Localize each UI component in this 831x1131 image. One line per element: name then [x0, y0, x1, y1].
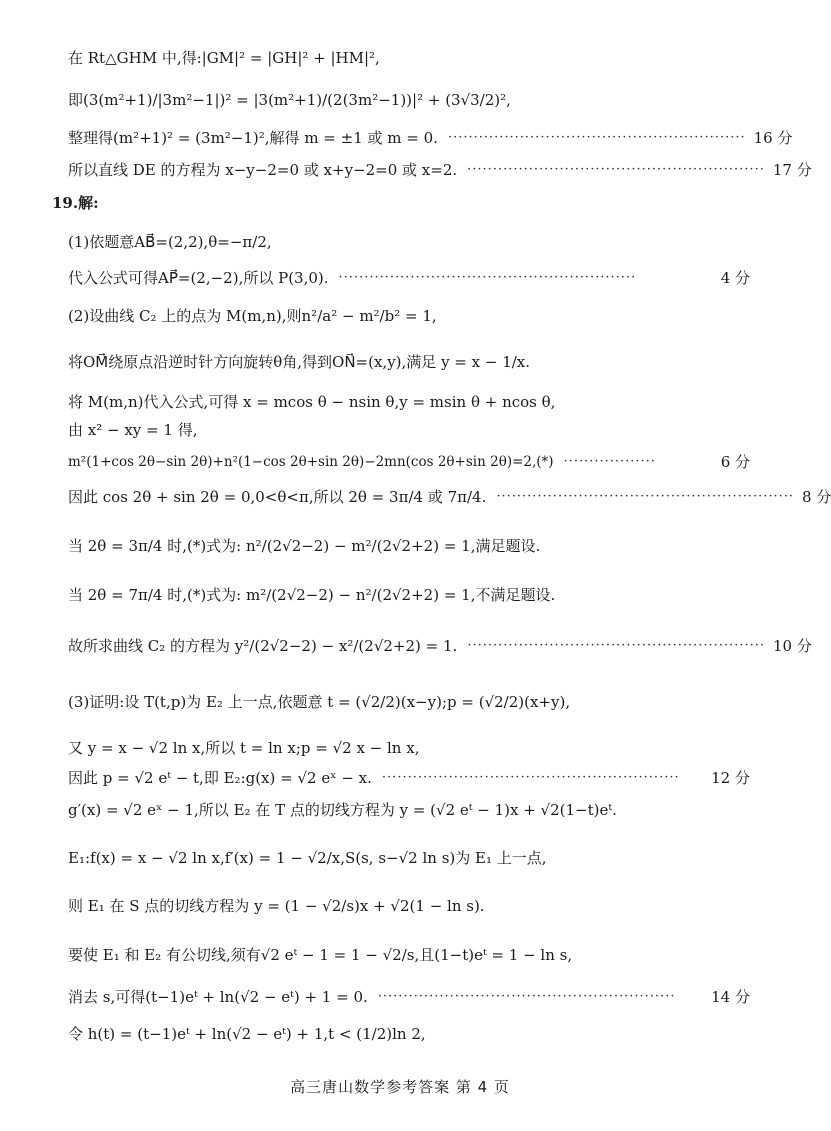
- line-text: 则 E₁ 在 S 点的切线方程为 y = (1 − √2/s)x + √2(1 − ln s).: [68, 897, 485, 915]
- line-text: 要使 E₁ 和 E₂ 有公切线,须有√2 eᵗ − 1 = 1 − √2/s,且(1−t)eᵗ = 1 − ln s,: [68, 946, 573, 964]
- line-2: [68, 90, 750, 110]
- line-13: [68, 487, 831, 507]
- line-text: 因此 cos 2θ + sin 2θ = 0,0<θ<π,所以 2θ = 3π/4 或 7π/4.: [68, 488, 487, 506]
- line-22: [68, 896, 750, 916]
- score-label: 10 分: [773, 637, 812, 655]
- line-text: 将OM⃗绕原点沿逆时针方向旋转θ角,得到ON⃗=(x,y),满足 y = x − 1/x.: [68, 353, 531, 371]
- score-label: 4 分: [720, 269, 750, 287]
- line-1: [68, 48, 750, 68]
- line-17: [68, 692, 750, 712]
- line-text: (1)依题意AB⃗=(2,2),θ=−π/2,: [68, 233, 272, 251]
- line-text: 当 2θ = 7π/4 时,(*)式为: m²/(2√2−2) − n²/(2√2+2) = 1,不满足题设.: [68, 586, 556, 604]
- dot-leader: ··················: [563, 454, 656, 470]
- line-23: [68, 945, 750, 965]
- line-text: (2)设曲线 C₂ 上的点为 M(m,n),则n²/a² − m²/b² = 1,: [68, 307, 437, 325]
- score-label: 14 分: [711, 988, 750, 1006]
- dot-leader: ··························································: [381, 770, 680, 786]
- dot-leader: ··························································: [496, 489, 795, 505]
- score-label: 8 分: [802, 488, 831, 506]
- line-25: [68, 1024, 750, 1044]
- line-text: 在 Rt△GHM 中,得:|GM|² = |GH|² + |HM|²,: [68, 49, 380, 67]
- line-12: [68, 452, 750, 472]
- line-21: [68, 848, 750, 868]
- page-footer: 高三唐山数学参考答案 第 4 页: [290, 1078, 510, 1096]
- line-15: [68, 585, 750, 605]
- line-14: [68, 536, 750, 556]
- line-9: [68, 352, 750, 372]
- score-label: 12 分: [711, 769, 750, 787]
- line-18: [68, 738, 750, 758]
- line-4: [68, 160, 812, 180]
- line-20: [68, 800, 750, 820]
- line-7: [68, 268, 750, 288]
- line-text: 由 x² − xy = 1 得,: [68, 421, 198, 439]
- line-text: m²(1+cos 2θ−sin 2θ)+n²(1−cos 2θ+sin 2θ)−2mn(cos 2θ+sin 2θ)=2,(*): [68, 454, 554, 471]
- line-text: 故所求曲线 C₂ 的方程为 y²/(2√2−2) − x²/(2√2+2) = 1.: [68, 637, 458, 655]
- line-10: [68, 392, 750, 412]
- line-text: 又 y = x − √2 ln x,所以 t = ln x;p = √2 x − ln x,: [68, 739, 420, 757]
- line-text: 令 h(t) = (t−1)eᵗ + ln(√2 − eᵗ) + 1,t < (1/2)ln 2,: [68, 1025, 426, 1043]
- line-text: g′(x) = √2 eˣ − 1,所以 E₂ 在 T 点的切线方程为 y = (√2 eᵗ − 1)x + √2(1−t)eᵗ.: [68, 801, 617, 819]
- dot-leader: ··························································: [467, 162, 765, 178]
- line-text: 因此 p = √2 eᵗ − t,即 E₂:g(x) = √2 eˣ − x.: [68, 769, 372, 787]
- score-label: 16 分: [753, 129, 793, 147]
- line-text: 消去 s,可得(t−1)eᵗ + ln(√2 − eᵗ) + 1 = 0.: [68, 988, 368, 1006]
- line-text: 19.解:: [52, 194, 99, 212]
- line-text: 所以直线 DE 的方程为 x−y−2=0 或 x+y−2=0 或 x=2.: [68, 161, 458, 179]
- line-text: 将 M(m,n)代入公式,可得 x = mcos θ − nsin θ,y = msin θ + ncos θ,: [68, 393, 556, 411]
- line-3: [68, 128, 793, 148]
- dot-leader: ··························································: [338, 270, 637, 286]
- line-8: [68, 306, 750, 326]
- line-19: [68, 768, 750, 788]
- line-24: [68, 987, 750, 1007]
- line-text: 当 2θ = 3π/4 时,(*)式为: n²/(2√2−2) − m²/(2√2+2) = 1,满足题设.: [68, 537, 541, 555]
- line-text: (3)证明:设 T(t,p)为 E₂ 上一点,依题意 t = (√2/2)(x−y);p = (√2/2)(x+y),: [68, 693, 571, 711]
- line-text: E₁:f(x) = x − √2 ln x,f′(x) = 1 − √2/x,S(s, s−√2 ln s)为 E₁ 上一点,: [68, 849, 547, 867]
- dot-leader: ··························································: [467, 638, 765, 654]
- score-label: 6 分: [720, 453, 750, 471]
- line-16: [68, 636, 812, 656]
- dot-leader: ··························································: [377, 989, 676, 1005]
- line-text: 即(3(m²+1)/|3m²−1|)² = |3(m²+1)/(2(3m²−1))|² + (3√3/2)²,: [68, 91, 511, 109]
- problem-19-heading: [52, 193, 750, 213]
- score-label: 17 分: [772, 161, 812, 179]
- line-text: 整理得(m²+1)² = (3m²−1)²,解得 m = ±1 或 m = 0.: [68, 129, 438, 147]
- line-11: [68, 420, 750, 440]
- line-6: [68, 232, 750, 252]
- line-text: 代入公式可得AP⃗=(2,−2),所以 P(3,0).: [68, 269, 329, 287]
- dot-leader: ··························································: [447, 130, 746, 146]
